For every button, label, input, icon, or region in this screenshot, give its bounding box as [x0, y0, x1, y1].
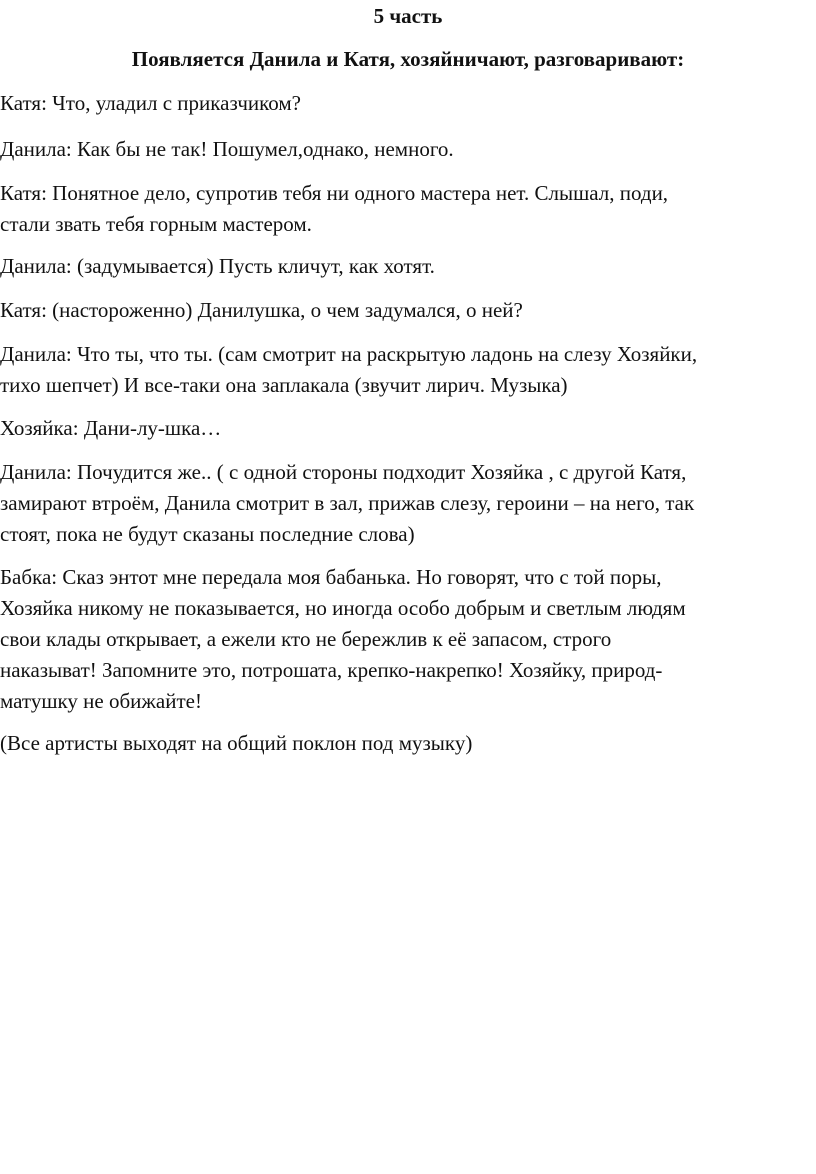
dialogue-katya-3 [0, 295, 814, 326]
dialogue-line: Данила: Почудится же.. ( с одной стороны подходит Хозяйка , с другой Катя, [0, 460, 687, 484]
dialogue-line: Катя: Что, уладил с приказчиком? [0, 91, 302, 115]
dialogue-line: стоят, пока не будут сказаны последние слова) [0, 522, 415, 546]
dialogue-line: Данила: (задумывается) Пусть кличут, как хотят. [0, 254, 435, 278]
dialogue-danila-4 [0, 457, 814, 550]
dialogue-danila-2 [0, 251, 814, 282]
part-title: 5 часть [373, 4, 443, 28]
dialogue-katya-1 [0, 88, 814, 119]
dialogue-line: матушку не обижайте! [0, 689, 202, 713]
dialogue-danila-3 [0, 339, 814, 401]
dialogue-line: Хозяйка никому не показывается, но иногда особо добрым и светлым людям [0, 596, 686, 620]
scene-direction: Появляется Данила и Катя, хозяйничают, разговаривают: [131, 47, 685, 71]
dialogue-line: наказыват! Запомните это, потрошата, крепко-накрепко! Хозяйку, природ- [0, 658, 663, 682]
dialogue-line: Катя: Понятное дело, супротив тебя ни одного мастера нет. Слышал, поди, [0, 181, 669, 205]
dialogue-line: (Все артисты выходят на общий поклон под музыку) [0, 731, 473, 755]
dialogue-line: Катя: (настороженно) Данилушка, о чем задумался, о ней? [0, 298, 523, 322]
dialogue-line: Бабка: Сказ энтот мне передала моя бабанька. Но говорят, что с той поры, [0, 565, 662, 589]
dialogue-danila-1 [0, 134, 814, 165]
dialogue-line: стали звать тебя горным мастером. [0, 212, 312, 236]
dialogue-line: Хозяйка: Дани-лу-шка… [0, 416, 222, 440]
dialogue-line: замирают втроём, Данила смотрит в зал, прижав слезу, героини – на него, так [0, 491, 695, 515]
dialogue-babka-1 [0, 562, 814, 717]
dialogue-line: Данила: Как бы не так! Пошумел,однако, немного. [0, 137, 454, 161]
dialogue-line: свои клады открывает, а ежели кто не бережлив к её запасом, строго [0, 627, 612, 651]
dialogue-line: Данила: Что ты, что ты. (сам смотрит на раскрытую ладонь на слезу Хозяйки, [0, 342, 698, 366]
stage-direction-finale [0, 728, 814, 759]
dialogue-katya-2 [0, 178, 814, 240]
dialogue-line: тихо шепчет) И все-таки она заплакала (звучит лирич. Музыка) [0, 373, 568, 397]
dialogue-khozyaika-1 [0, 413, 814, 444]
